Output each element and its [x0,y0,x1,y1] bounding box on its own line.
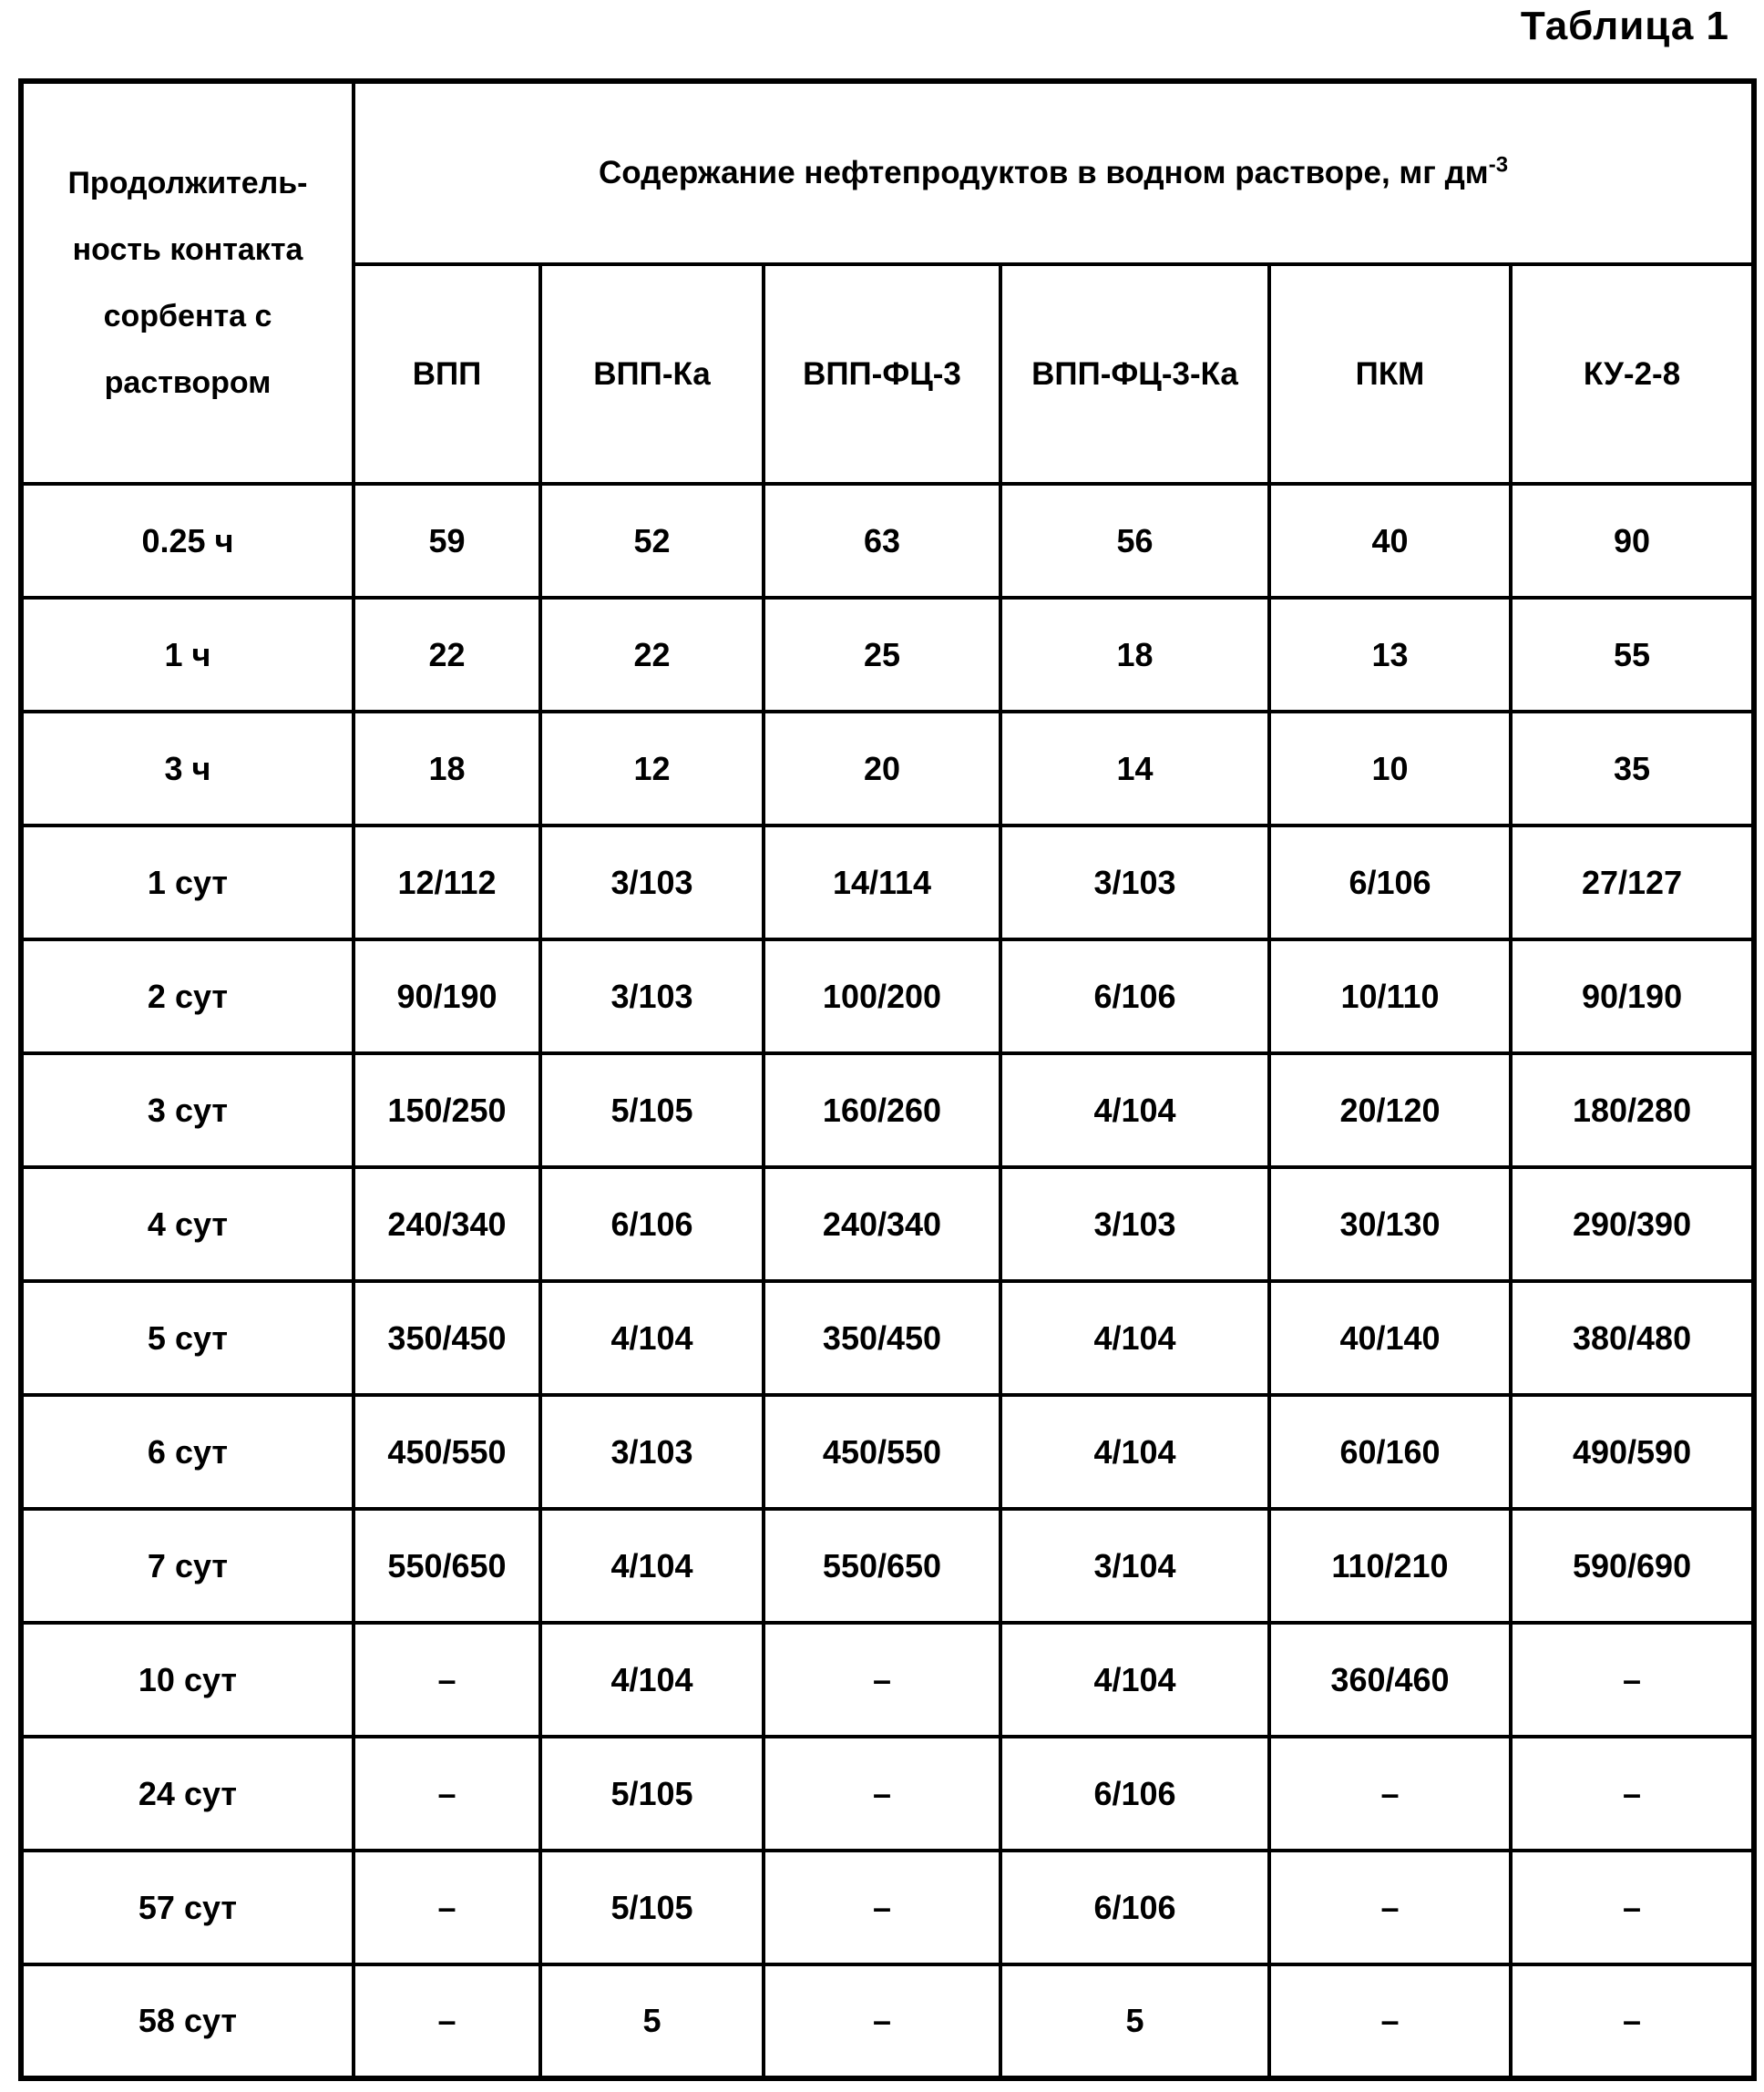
value-cell: – [764,1623,1000,1737]
table-row [21,1964,1754,2078]
value-cell: 3/103 [1000,1167,1269,1281]
value-cell: 90 [1511,484,1754,598]
value-cell: 550/650 [764,1509,1000,1623]
value-cell: 12 [540,712,764,826]
value-cell: 20 [764,712,1000,826]
value-cell: 12/112 [354,826,540,939]
value-cell: 240/340 [764,1167,1000,1281]
value-cell: 5/105 [540,1053,764,1167]
value-cell: 4/104 [1000,1623,1269,1737]
superscript: -3 [1488,152,1509,178]
value-cell: 380/480 [1511,1281,1754,1395]
table-row [21,1851,1754,1964]
value-cell: 10 [1269,712,1511,826]
value-cell: 63 [764,484,1000,598]
table-row [21,1053,1754,1167]
time-cell: 6 сут [21,1395,354,1509]
time-cell: 58 сут [21,1964,354,2078]
value-cell: 6/106 [1000,1851,1269,1964]
value-cell: 110/210 [1269,1509,1511,1623]
table-row [21,1281,1754,1395]
time-cell: 1 сут [21,826,354,939]
value-cell: 150/250 [354,1053,540,1167]
value-cell: 13 [1269,598,1511,712]
value-cell: 25 [764,598,1000,712]
value-cell: 4/104 [1000,1395,1269,1509]
time-cell: 3 сут [21,1053,354,1167]
value-cell: – [764,1737,1000,1851]
results-table [18,78,1757,2081]
value-cell: 4/104 [540,1623,764,1737]
value-cell: 3/104 [1000,1509,1269,1623]
value-cell: 59 [354,484,540,598]
value-cell: 3/103 [1000,826,1269,939]
value-cell: 5/105 [540,1851,764,1964]
value-cell: – [354,1964,540,2078]
value-cell: – [1511,1737,1754,1851]
value-cell: – [1511,1964,1754,2078]
value-cell: – [1269,1964,1511,2078]
time-cell: 7 сут [21,1509,354,1623]
value-cell: 550/650 [354,1509,540,1623]
time-cell: 10 сут [21,1623,354,1737]
header-row-span [21,81,1754,264]
column-header-ku28: КУ-2-8 [1511,264,1754,484]
value-cell: – [1269,1737,1511,1851]
value-cell: 10/110 [1269,939,1511,1053]
value-cell: – [354,1851,540,1964]
value-cell: 350/450 [764,1281,1000,1395]
value-cell: 100/200 [764,939,1000,1053]
page-title: Таблица 1 [1520,4,1729,48]
value-cell: 5 [540,1964,764,2078]
value-cell: 6/106 [1269,826,1511,939]
value-cell: 4/104 [540,1509,764,1623]
value-cell: 20/120 [1269,1053,1511,1167]
value-cell: 5 [1000,1964,1269,2078]
time-cell: 1 ч [21,598,354,712]
value-cell: 5/105 [540,1737,764,1851]
value-cell: 27/127 [1511,826,1754,939]
value-cell: 6/106 [540,1167,764,1281]
table-row [21,939,1754,1053]
value-cell: 35 [1511,712,1754,826]
value-cell: 6/106 [1000,939,1269,1053]
table-row [21,712,1754,826]
value-cell: 590/690 [1511,1509,1754,1623]
time-cell: 5 сут [21,1281,354,1395]
corner-header-line: Продолжитель- [67,165,308,200]
value-cell: – [764,1851,1000,1964]
table-row [21,1737,1754,1851]
time-cell: 24 сут [21,1737,354,1851]
value-cell: 360/460 [1269,1623,1511,1737]
time-cell: 4 сут [21,1167,354,1281]
time-cell: 0.25 ч [21,484,354,598]
value-cell: 30/130 [1269,1167,1511,1281]
time-cell: 2 сут [21,939,354,1053]
value-cell: 350/450 [354,1281,540,1395]
column-header-vpp: ВПП [354,264,540,484]
time-cell: 57 сут [21,1851,354,1964]
value-cell: 490/590 [1511,1395,1754,1509]
value-cell: 6/106 [1000,1737,1269,1851]
value-cell: 290/390 [1511,1167,1754,1281]
column-header-vpp-fc3: ВПП-ФЦ-3 [764,264,1000,484]
value-cell: 240/340 [354,1167,540,1281]
value-cell: – [354,1737,540,1851]
value-cell: – [354,1623,540,1737]
table-row [21,1623,1754,1737]
value-cell: 56 [1000,484,1269,598]
value-cell: – [1511,1623,1754,1737]
value-cell: 4/104 [1000,1053,1269,1167]
value-cell: 22 [540,598,764,712]
value-cell: – [1269,1851,1511,1964]
value-cell: 180/280 [1511,1053,1754,1167]
value-cell: 40 [1269,484,1511,598]
value-cell: 450/550 [354,1395,540,1509]
value-cell: 3/103 [540,1395,764,1509]
table-row [21,598,1754,712]
corner-header-line: ность контакта [72,231,303,267]
table-row [21,1167,1754,1281]
value-cell: 14/114 [764,826,1000,939]
corner-header [21,81,354,484]
value-cell: 60/160 [1269,1395,1511,1509]
span-header [354,81,1754,264]
time-cell: 3 ч [21,712,354,826]
table-row [21,1509,1754,1623]
value-cell: 4/104 [1000,1281,1269,1395]
value-cell: 3/103 [540,826,764,939]
table-row [21,826,1754,939]
value-cell: 90/190 [1511,939,1754,1053]
table-row [21,1395,1754,1509]
table-row [21,484,1754,598]
value-cell: 22 [354,598,540,712]
value-cell: 40/140 [1269,1281,1511,1395]
value-cell: 55 [1511,598,1754,712]
value-cell: 18 [1000,598,1269,712]
value-cell: 4/104 [540,1281,764,1395]
value-cell: 3/103 [540,939,764,1053]
value-cell: 14 [1000,712,1269,826]
value-cell: 90/190 [354,939,540,1053]
span-header-text: Содержание нефтепродуктов в водном растворе, мг дм [599,155,1489,190]
value-cell: 18 [354,712,540,826]
column-header-vpp-fc3-ka: ВПП-ФЦ-3-Ка [1000,264,1269,484]
value-cell: – [1511,1851,1754,1964]
value-cell: 450/550 [764,1395,1000,1509]
column-header-pkm: ПКМ [1269,264,1511,484]
corner-header-line: раствором [104,364,272,400]
value-cell: 160/260 [764,1053,1000,1167]
corner-header-line: сорбента с [103,298,272,333]
value-cell: – [764,1964,1000,2078]
value-cell: 52 [540,484,764,598]
column-header-vpp-ka: ВПП-Ка [540,264,764,484]
